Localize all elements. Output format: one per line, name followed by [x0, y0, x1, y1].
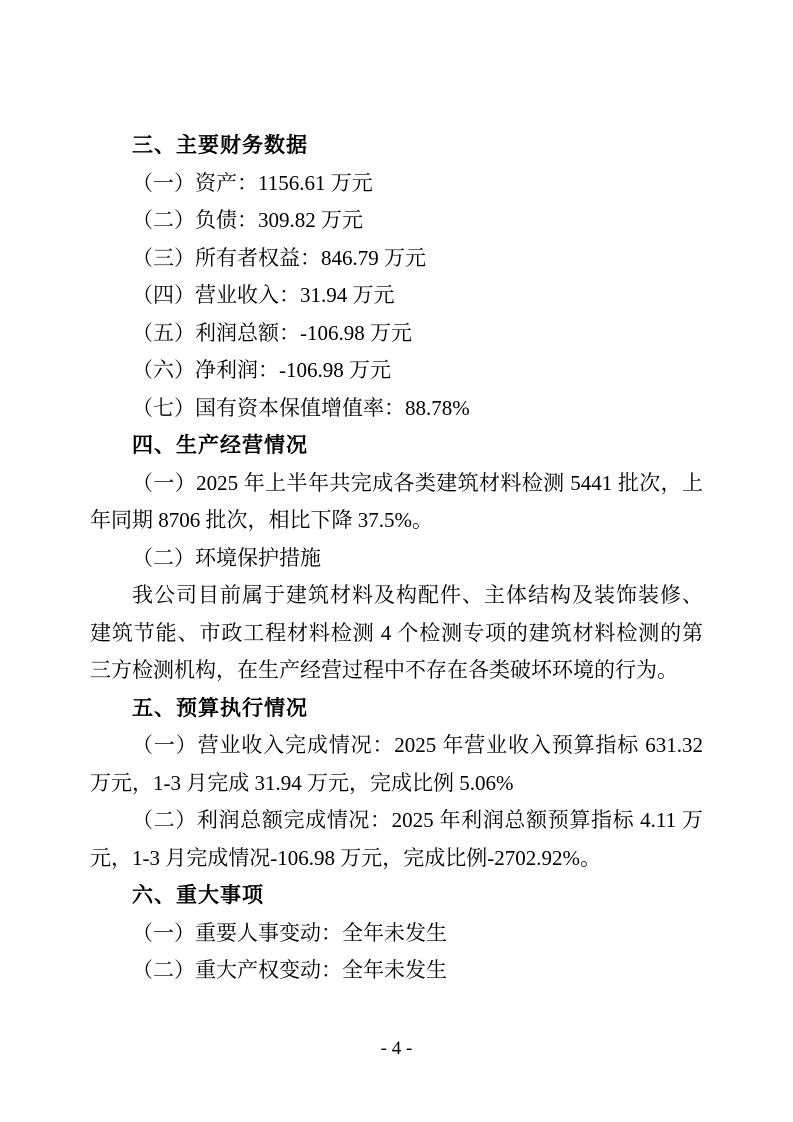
line-operating-revenue: （四）营业收入：31.94 万元: [132, 283, 395, 307]
line-company-scope-2: 建筑节能、市政工程材料检测 4 个检测专项的建筑材料检测的第: [90, 620, 703, 645]
line-personnel-change: （一）重要人事变动：全年未发生: [132, 920, 447, 945]
heading-major-events: 六、重大事项: [132, 884, 264, 907]
line-inspection-batches-1: （一）2025 年上半年共完成各类建筑材料检测 5441 批次，上: [132, 470, 703, 495]
heading-budget-execution: 五、预算执行情况: [132, 696, 308, 720]
line-profit-completion-2: 元，1-3 月完成情况-106.98 万元，完成比例-2702.92%。: [90, 845, 601, 870]
line-revenue-completion-2: 万元，1-3 月完成 31.94 万元，完成比例 5.06%: [90, 770, 514, 795]
line-revenue-completion-1: （一）营业收入完成情况：2025 年营业收入预算指标 631.32: [132, 733, 703, 757]
line-assets: （一）资产：1156.61 万元: [132, 170, 373, 195]
line-owners-equity: （三）所有者权益：846.79 万元: [132, 245, 426, 270]
line-company-scope-1: 我公司目前属于建筑材料及构配件、主体结构及装饰装修、: [132, 583, 703, 607]
heading-financial-data: 三、主要财务数据: [132, 134, 308, 157]
heading-production-operations: 四、生产经营情况: [132, 434, 308, 457]
document-body: [90, 127, 703, 990]
line-company-scope-3: 三方检测机构，在生产经营过程中不存在各类破坏环境的行为。: [90, 658, 678, 682]
line-net-profit: （六）净利润：-106.98 万元: [132, 358, 391, 382]
line-liabilities: （二）负债：309.82 万元: [132, 208, 363, 232]
line-capital-preservation-rate: （七）国有资本保值增值率：88.78%: [132, 395, 470, 420]
line-environmental-measures: （二）环境保护措施: [132, 545, 321, 570]
line-property-change: （二）重大产权变动：全年未发生: [132, 958, 447, 982]
line-total-profit: （五）利润总额：-106.98 万元: [132, 320, 412, 345]
line-inspection-batches-2: 年同期 8706 批次，相比下降 37.5%。: [90, 508, 433, 532]
page-number: - 4 -: [380, 1038, 413, 1059]
line-profit-completion-1: （二）利润总额完成情况：2025 年利润总额预算指标 4.11 万: [132, 808, 703, 832]
